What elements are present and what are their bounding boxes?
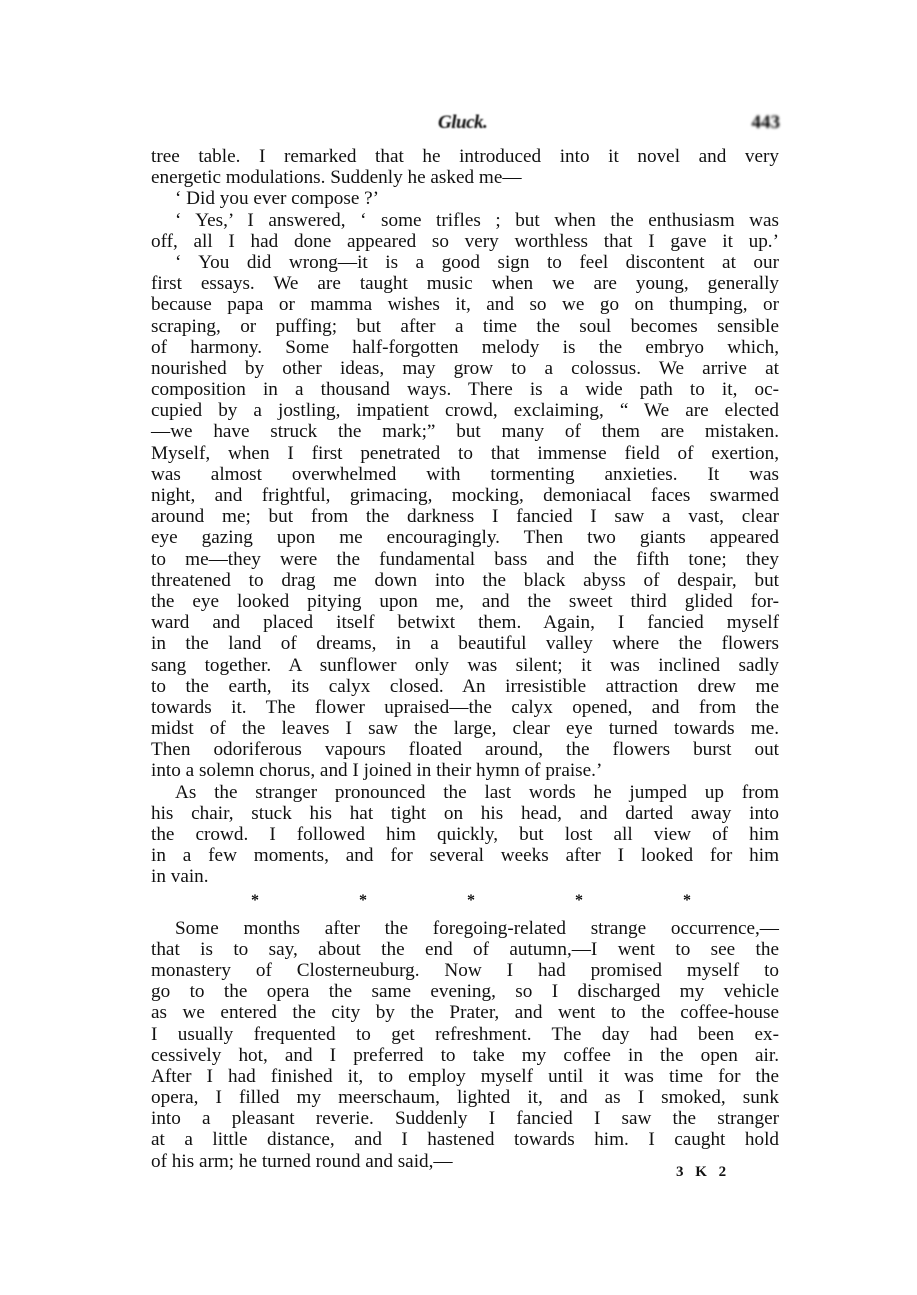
asterisk-separator-icon: * xyxy=(359,891,367,909)
text-line: into a pleasant reverie. Suddenly I fancied I saw the stranger xyxy=(151,1108,779,1130)
text-line: ‘ You did wrong—it is a good sign to feel discontent at our xyxy=(175,251,779,273)
text-line: I usually frequented to get refreshment. The day had been ex- xyxy=(151,1023,779,1045)
text-line: because papa or mamma wishes it, and so we go on thumping, or xyxy=(151,294,779,316)
running-title: Gluck. xyxy=(438,112,488,133)
text-line: at a little distance, and I hastened towards him. I caught hold xyxy=(151,1129,779,1151)
text-line: in the land of dreams, in a beautiful valley where the flowers xyxy=(151,633,779,655)
text-line: scraping, or puffing; but after a time the soul becomes sensible xyxy=(151,315,779,337)
text-line: first essays. We are taught music when we are young, generally xyxy=(151,273,779,295)
text-line: that is to say, about the end of autumn,—I went to see the xyxy=(151,938,779,960)
text-line: midst of the leaves I saw the large, clear eye turned towards me. xyxy=(151,718,779,740)
text-line: nourished by other ideas, may grow to a colossus. We arrive at xyxy=(151,357,779,379)
section-separator xyxy=(251,890,691,908)
asterisk-separator-icon: * xyxy=(575,891,583,909)
text-line: ward and placed itself betwixt them. Again, I fancied myself xyxy=(151,612,779,634)
text-line: cupied by a jostling, impatient crowd, exclaiming, “ We are elected xyxy=(151,400,779,422)
text-line: tree table. I remarked that he introduced into it novel and very xyxy=(151,146,779,167)
text-line: off, all I had done appeared so very worthless that I gave it up.’ xyxy=(151,230,779,252)
text-line: the crowd. I followed him quickly, but lost all view of him xyxy=(151,824,779,845)
text-line: opera, I filled my meerschaum, lighted it, and as I smoked, sunk xyxy=(151,1087,779,1109)
text-line: eye gazing upon me encouragingly. Then two giants appeared xyxy=(151,527,779,549)
text-line: as we entered the city by the Prater, and went to the coffee-house xyxy=(151,1002,779,1024)
text-line: around me; but from the darkness I fancied I saw a vast, clear xyxy=(151,506,779,528)
text-line: Some months after the foregoing-related strange occurrence,— xyxy=(175,917,779,939)
text-block-narrative xyxy=(151,918,779,1172)
text-line: night, and frightful, grimacing, mocking, demoniacal faces swarmed xyxy=(151,485,779,506)
text-line: ‘ Did you ever compose ?’ xyxy=(175,188,380,210)
text-line: in vain. xyxy=(151,866,209,888)
text-line: threatened to drag me down into the black abyss of despair, but xyxy=(151,569,779,591)
text-line: —we have struck the mark;” but many of them are mistaken. xyxy=(151,421,779,443)
text-line: towards it. The flower upraised—the calyx opened, and from the xyxy=(151,696,779,718)
text-line: Myself, when I first penetrated to that immense field of exertion, xyxy=(151,442,779,464)
text-line: composition in a thousand ways. There is a wide path to it, oc- xyxy=(151,379,779,401)
text-line: in a few moments, and for several weeks after I looked for him xyxy=(151,845,779,867)
signature-mark: 3 K 2 xyxy=(676,1164,731,1180)
text-block-dialogue xyxy=(151,146,779,888)
text-line: of harmony. Some half-forgotten melody is the embryo which, xyxy=(151,336,779,358)
text-line: Then odoriferous vapours floated around, the flowers burst out xyxy=(151,739,779,761)
asterisk-separator-icon: * xyxy=(467,891,475,909)
body-text xyxy=(151,146,779,1172)
asterisk-separator-icon: * xyxy=(251,891,259,909)
text-line: monastery of Closterneuburg. Now I had promised myself to xyxy=(151,959,779,981)
text-line: energetic modulations. Suddenly he asked me— xyxy=(151,167,522,189)
text-line: to me—they were the fundamental bass and the fifth tone; they xyxy=(151,548,779,570)
text-line: sang together. A sunflower only was silent; it was inclined sadly xyxy=(151,654,779,676)
text-line: As the stranger pronounced the last words he jumped up from xyxy=(175,781,779,803)
text-line: go to the opera the same evening, so I discharged my vehicle xyxy=(151,981,779,1003)
text-line: After I had finished it, to employ myself until it was time for the xyxy=(151,1065,779,1087)
text-line: of his arm; he turned round and said,— xyxy=(151,1150,453,1172)
page-header xyxy=(150,112,780,136)
page-number: 443 xyxy=(751,112,780,133)
text-line: cessively hot, and I preferred to take my coffee in the open air. xyxy=(151,1044,779,1066)
text-line: into a solemn chorus, and I joined in their hymn of praise.’ xyxy=(151,760,603,782)
text-line: ‘ Yes,’ I answered, ‘ some trifles ; but when the enthusiasm was xyxy=(175,209,779,231)
text-line: to the earth, its calyx closed. An irresistible attraction drew me xyxy=(151,675,779,697)
text-line: his chair, stuck his hat tight on his head, and darted away into xyxy=(151,802,779,824)
text-line: was almost overwhelmed with tormenting anxieties. It was xyxy=(151,463,779,485)
text-line: the eye looked pitying upon me, and the sweet third glided for- xyxy=(151,590,779,612)
asterisk-separator-icon: * xyxy=(683,891,691,909)
